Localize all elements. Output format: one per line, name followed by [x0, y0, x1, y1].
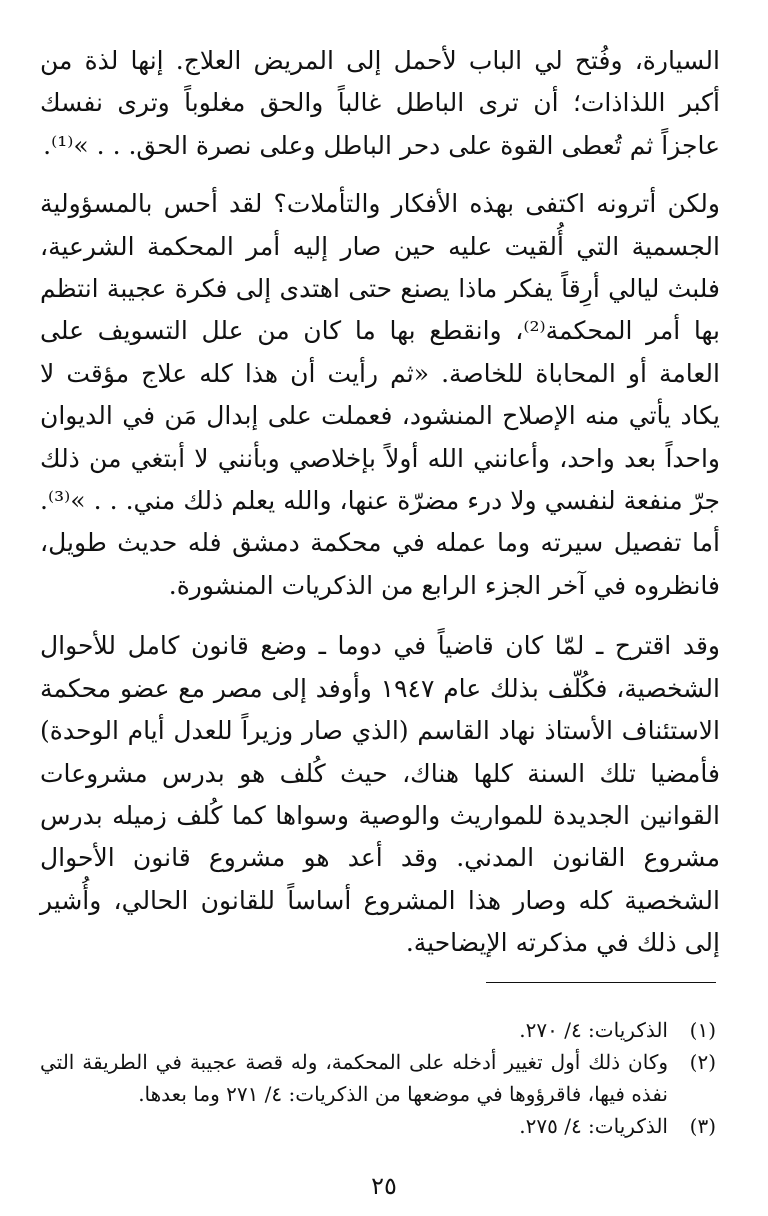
footnote-text: الذكريات: ٤/ ٢٧٠. — [519, 1018, 668, 1042]
body-paragraph: السيارة، وفُتح لي الباب لأحمل إلى المريض العلاج. إنها لذة من أكبر اللذاذات؛ أن ترى الباطل غالباً والحق مغلوباً وترى نفسك عاجزاً ثم تُعطى القوة على دحر الباطل وعلى نصرة الحق. . . »⁽¹⁾. — [40, 46, 720, 160]
footnote-item — [40, 1014, 716, 1046]
footnote-number: (٢) — [689, 1050, 716, 1074]
footnote-item — [40, 1110, 716, 1142]
page-number: ٢٥ — [371, 1172, 397, 1200]
body-paragraph: ولكن أترونه اكتفى بهذه الأفكار والتأملات؟ لقد أحس بالمسؤولية الجسمية التي أُلقيت عليه حين صار إليه أمر المحكمة الشرعية، فلبث ليالي أرِقاً يفكر ماذا يصنع حتى اهتدى إلى فكرة عجيبة انتظم بها أمر المحكمة⁽²⁾، وانقطع بها ما كان من علل التسويف على العامة أو المحاباة للخاصة. «ثم رأيت أن هذا كله علاج مؤقت لا يكاد يأتي منه الإصلاح المنشود، فعملت على إبدال مَن في الديوان واحداً بعد واحد، وأعانني الله أولاً بإخلاصي وبأنني لا أبتغي من ذلك جرّ منفعة لنفسي ولا درء مضرّة عنها، والله يعلم ذلك مني. . . »⁽³⁾. أما تفصيل سيرته وما عمله في محكمة دمشق فله حديث طويل، فانظروه في آخر الجزء الرابع من الذكريات المنشورة. — [40, 189, 720, 600]
footnote-number: (١) — [689, 1018, 716, 1042]
footnote-number: (٣) — [689, 1114, 716, 1138]
footnote-divider — [486, 982, 716, 983]
footnote-item — [40, 1046, 716, 1110]
footnote-text: وكان ذلك أول تغيير أدخله على المحكمة، وله قصة عجيبة في الطريقة التي نفذه فيها، فاقرؤوها في موضعها من الذكريات: ٤/ ٢٧١ وما بعدها. — [40, 1050, 668, 1106]
body-paragraph: وقد اقترح ـ لمّا كان قاضياً في دوما ـ وضع قانون كامل للأحوال الشخصية، فكُلّف بذلك عام ١٩٤٧ وأوفد إلى مصر مع عضو محكمة الاستئناف الأستاذ نهاد القاسم (الذي صار وزيراً للعدل أيام الوحدة) فأمضيا تلك السنة كلها هناك، حيث كُلف هو بدرس مشروعات القوانين الجديدة للمواريث والوصية وسواها كما كُلف زميله بدرس مشروع القانون المدني. وقد أعد هو مشروع قانون الأحوال الشخصية كله وصار هذا المشروع أساساً للقانون الحالي، وأُشير إلى ذلك في مذكرته الإيضاحية. — [40, 631, 720, 958]
footnotes — [40, 1014, 716, 1142]
footnote-text: الذكريات: ٤/ ٢٧٥. — [519, 1114, 668, 1138]
